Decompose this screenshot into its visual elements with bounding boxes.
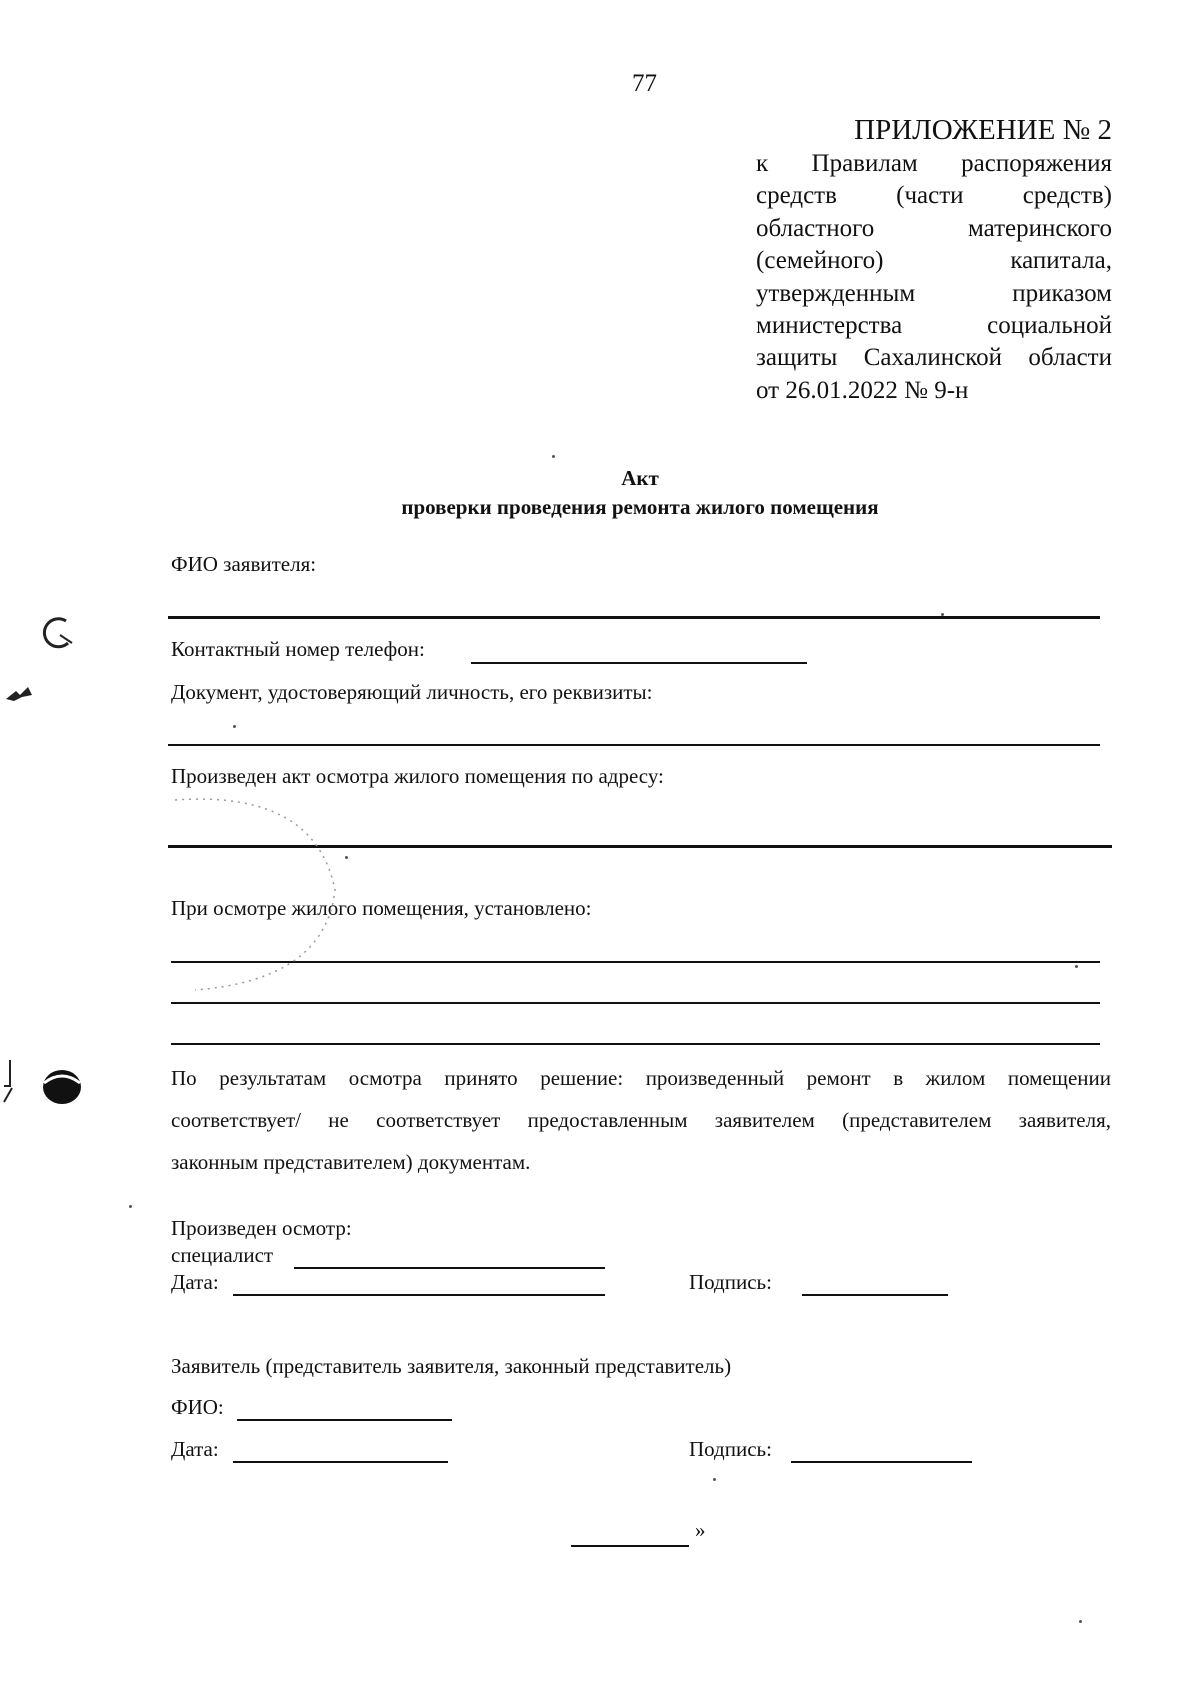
dust-dot — [941, 613, 944, 616]
specialist-label: специалист — [171, 1243, 274, 1267]
scan-edge-mark-icon — [0, 1058, 20, 1104]
appendix-header — [756, 112, 1112, 407]
decision-line: законным представителем) документам. — [171, 1150, 531, 1174]
decision-line: По результатам осмотра принято решение: произведенный ремонт в жилом помещении — [171, 1066, 1111, 1090]
specialist-line[interactable] — [294, 1267, 605, 1269]
identity-document-label: Документ, удостоверяющий личность, его реквизиты: — [171, 680, 653, 704]
findings-line-2[interactable] — [171, 1002, 1100, 1004]
inspector-signature-label: Подпись: — [689, 1270, 772, 1294]
dust-dot — [233, 725, 236, 728]
dust-dot — [1079, 1620, 1082, 1623]
appendix-line: средств (части средств) — [756, 182, 1112, 210]
appendix-line: (семейного) капитала, — [756, 247, 1112, 275]
applicant-fio-line[interactable] — [237, 1419, 452, 1421]
phone-label: Контактный номер телефон: — [171, 637, 425, 661]
punch-hole-icon — [40, 1063, 84, 1107]
applicant-name-label: ФИО заявителя: — [171, 552, 317, 576]
appendix-title: ПРИЛОЖЕНИЕ № 2 — [854, 114, 1112, 146]
applicant-date-line[interactable] — [233, 1461, 448, 1463]
applicant-signature-label: Подпись: — [689, 1437, 772, 1461]
dust-dot — [129, 1205, 132, 1208]
appendix-line: защиты Сахалинской области — [756, 344, 1112, 372]
decision-line: соответствует/ не соответствует предоставленным заявителем (представителем заявителя, — [171, 1108, 1111, 1132]
document-subtitle: проверки проведения ремонта жилого помещения — [401, 495, 879, 519]
inspector-date-label: Дата: — [171, 1270, 219, 1294]
appendix-line: от 26.01.2022 № 9-н — [756, 376, 969, 404]
appendix-line: утвержденным приказом — [756, 279, 1112, 307]
decision-paragraph — [171, 1057, 1111, 1183]
dust-dot — [1075, 965, 1078, 968]
dust-dot — [345, 856, 348, 859]
applicant-signature-line[interactable] — [791, 1461, 972, 1463]
scan-smudge-icon — [2, 681, 36, 705]
inspection-address-label: Произведен акт осмотра жилого помещения по адресу: — [171, 764, 664, 788]
inspector-signature-line[interactable] — [802, 1294, 948, 1296]
closing-quote-mark: » — [695, 1518, 706, 1542]
findings-line-3[interactable] — [171, 1043, 1100, 1045]
applicant-date-label: Дата: — [171, 1437, 219, 1461]
dust-dot — [552, 455, 555, 458]
appendix-line: к Правилам распоряжения — [756, 150, 1112, 177]
inspection-findings-label: При осмотре жилого помещения, установлено: — [171, 896, 592, 920]
appendix-line: областного материнского — [756, 214, 1112, 242]
dust-dot — [713, 1478, 716, 1481]
inspector-date-line[interactable] — [233, 1294, 605, 1296]
punch-hole-icon — [36, 613, 76, 653]
closing-line — [571, 1545, 689, 1547]
page-number: 77 — [632, 70, 657, 97]
applicant-name-line[interactable] — [168, 616, 1100, 619]
appendix-line: министерства социальной — [756, 312, 1112, 340]
identity-document-line[interactable] — [168, 744, 1100, 746]
inspection-done-heading: Произведен осмотр: — [171, 1216, 352, 1240]
faint-stamp-icon — [155, 780, 355, 1000]
applicant-name-short-label: ФИО: — [171, 1395, 224, 1419]
phone-line[interactable] — [471, 662, 807, 664]
document-title: Акт — [621, 466, 659, 490]
applicant-block-heading: Заявитель (представитель заявителя, законный представитель) — [171, 1354, 732, 1378]
